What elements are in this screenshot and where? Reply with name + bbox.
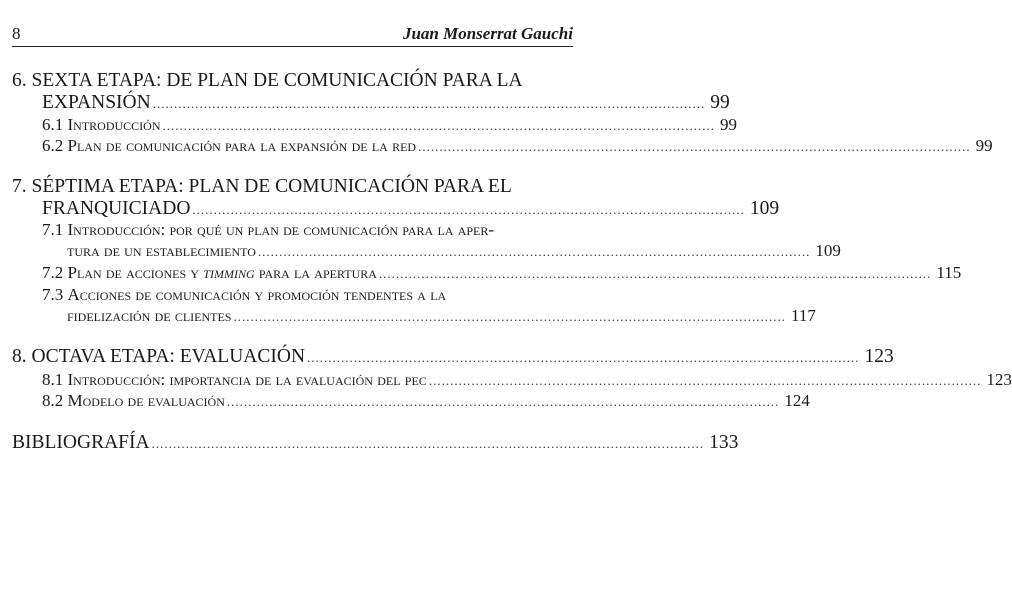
dot-leader: .................................................................................................................................. <box>257 244 811 259</box>
toc-page-number: 124 <box>784 391 810 410</box>
page-number: 8 <box>12 24 21 43</box>
toc-section-title-part: para la apertura <box>254 263 377 282</box>
toc-page-number: 115 <box>936 263 962 282</box>
toc-ch8-title-line <box>12 346 894 367</box>
toc-page-number: 99 <box>720 115 737 134</box>
toc-7-3-line2 <box>67 306 816 325</box>
toc-ch7-title: 7. SÉPTIMA ETAPA: PLAN DE COMUNICACIÓN PARA EL <box>12 176 512 197</box>
toc-7-1-line2 <box>67 241 841 260</box>
toc-section-title: Introducción: por qué un plan de comunicación para la aper- <box>67 220 495 239</box>
toc-section-title: Modelo de evaluación <box>67 391 225 410</box>
toc-page-number: 109 <box>815 241 841 260</box>
dot-leader: .................................................................................................................................. <box>378 266 932 281</box>
toc-page-number: 99 <box>975 136 993 155</box>
toc-section-number: 6.2 <box>42 136 64 155</box>
toc-section-number: 8.1 <box>42 370 64 389</box>
dot-leader: .................................................................................................................................. <box>226 394 780 409</box>
toc-7-3-line1 <box>42 286 573 303</box>
toc-page-number: 109 <box>749 198 780 219</box>
toc-page-number: 99 <box>710 92 730 113</box>
toc-ch7-title-line1 <box>12 177 573 197</box>
toc-6-2 <box>42 136 993 155</box>
toc-ch7-title-line2 <box>42 198 780 219</box>
dot-leader: .................................................................................................................................. <box>418 139 971 154</box>
toc-section-title: Introducción <box>67 115 161 134</box>
toc-8-2 <box>42 391 810 410</box>
dot-leader: .................................................................................................................................. <box>307 350 860 365</box>
toc-bibliography <box>12 432 739 453</box>
toc-ch6-title-line2 <box>42 92 730 113</box>
toc-bibliography-title: BIBLIOGRAFÍA <box>12 432 150 453</box>
toc-section-title-emphasis: timming <box>203 263 255 282</box>
toc-7-2 <box>42 263 962 282</box>
toc-section-title: Plan de comunicación para la expansión de la red <box>67 136 417 155</box>
dot-leader: .................................................................................................................................. <box>162 118 715 133</box>
toc-section-number: 7.2 <box>42 263 64 282</box>
toc-page-number: 133 <box>709 432 739 453</box>
running-header <box>12 24 573 47</box>
toc-section-title: Acciones de comunicación y promoción tendentes a la <box>67 285 447 304</box>
toc-page-number: 123 <box>986 370 1012 389</box>
toc-section-title: Introducción: importancia de la evaluación del pec <box>67 370 427 389</box>
toc-ch6-title: 6. SEXTA ETAPA: DE PLAN DE COMUNICACIÓN PARA LA <box>12 70 523 91</box>
toc-7-1-line1 <box>42 221 573 238</box>
toc-section-number: 7.1 <box>42 220 64 239</box>
dot-leader: .................................................................................................................................. <box>428 373 982 388</box>
toc-section-title-cont: tura de un establecimiento <box>67 241 256 260</box>
toc-ch6-title-line1 <box>12 71 573 91</box>
dot-leader: .................................................................................................................................. <box>192 202 745 217</box>
dot-leader: .................................................................................................................................. <box>233 309 786 324</box>
dot-leader: .................................................................................................................................. <box>151 436 705 451</box>
toc-section-number: 8.2 <box>42 391 64 410</box>
toc-6-1 <box>42 115 737 134</box>
toc-section-title <box>68 264 377 281</box>
dot-leader: .................................................................................................................................. <box>152 96 706 111</box>
toc-page-number: 117 <box>790 306 816 325</box>
toc-section-title-part: Plan de acciones y <box>67 263 204 282</box>
toc-section-number: 7.3 <box>42 285 64 304</box>
toc-ch8-title: 8. OCTAVA ETAPA: EVALUACIÓN <box>12 346 306 367</box>
toc-ch6-title-cont: EXPANSIÓN <box>42 92 151 113</box>
toc-section-number: 6.1 <box>42 115 64 134</box>
toc-page-number: 123 <box>864 346 894 367</box>
toc-ch7-title-cont: FRANQUICIADO <box>42 198 191 219</box>
author-name: Juan Monserrat Gauchi <box>402 24 573 43</box>
toc-8-1 <box>42 370 1012 389</box>
toc-section-title-cont: fidelización de clientes <box>67 306 232 325</box>
